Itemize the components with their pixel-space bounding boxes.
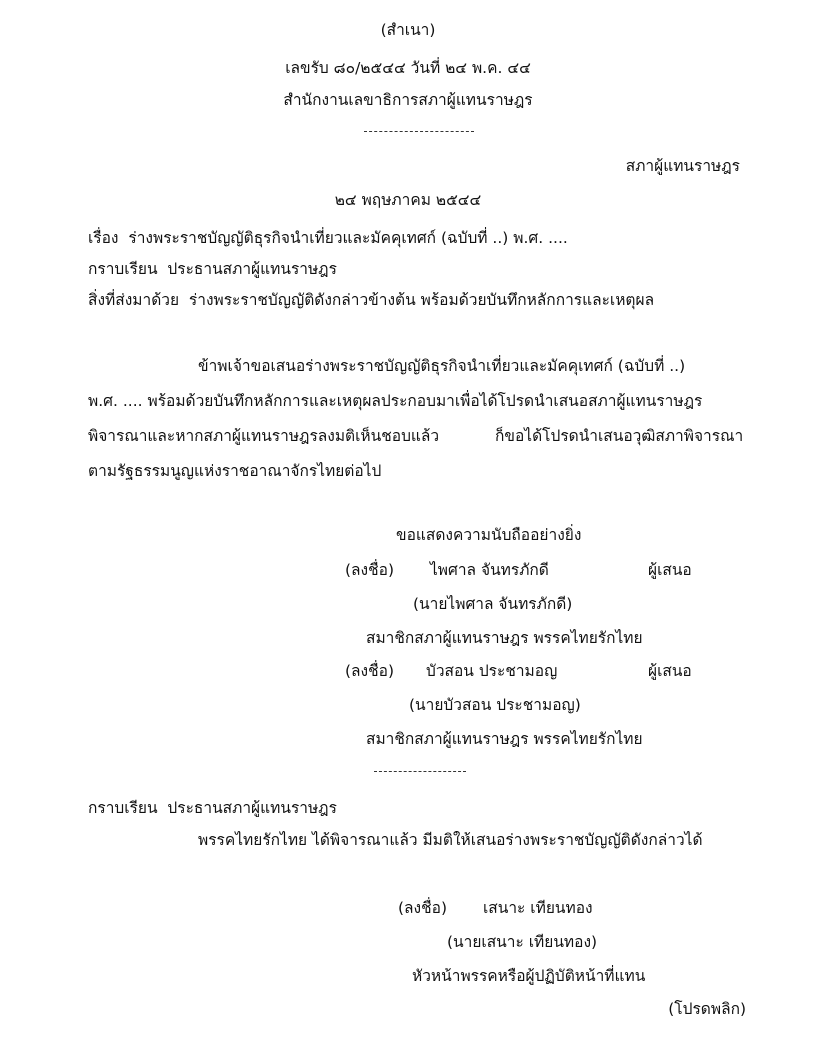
role-2: ผู้เสนอ: [648, 662, 692, 680]
turn-over-note: (โปรดพลิก): [668, 1000, 746, 1018]
copy-mark: (สำเนา): [380, 21, 436, 39]
body-line-3a: พิจารณาและหากสภาผู้แทนราษฎรลงมติเห็นชอบแล้ว: [88, 427, 440, 445]
sign-label-1: (ลงชื่อ): [345, 561, 394, 579]
salutation-label: กราบเรียน: [88, 260, 158, 278]
body-line-3b: ก็ขอได้โปรดนำเสนอวุฒิสภาพิจารณา: [495, 427, 744, 445]
full-name-1: (นายไพศาล จันทรภักดี): [413, 595, 573, 613]
body-line-4: ตามรัฐธรรมนูญแห่งราชอาณาจักรไทยต่อไป: [88, 462, 382, 480]
endorsement-signature: เสนาะ เทียนทอง: [483, 899, 593, 917]
role-1: ผู้เสนอ: [648, 561, 692, 579]
signature-1: ไพศาล จันทรภักดี: [430, 561, 549, 579]
position-2: สมาชิกสภาผู้แทนราษฎร พรรคไทยรักไทย: [366, 730, 643, 748]
sender-name: สภาผู้แทนราษฎร: [625, 157, 740, 175]
endorsement-salutation-label: กราบเรียน: [88, 799, 158, 817]
full-name-2: (นายบัวสอน ประชามอญ): [409, 696, 581, 714]
subject-text: ร่างพระราชบัญญัติธุรกิจนำเที่ยวและมัคคุเทศก์ (ฉบับที่ ..) พ.ศ. ....: [128, 229, 568, 247]
body-line-2: พ.ศ. .... พร้อมด้วยบันทึกหลักการและเหตุผลประกอบมาเพื่อได้โปรดนำเสนอสภาผู้แทนราษฎร: [88, 392, 703, 410]
endorsement-salutation: [88, 798, 337, 818]
endorsement-position: หัวหน้าพรรคหรือผู้ปฏิบัติหน้าที่แทน: [412, 967, 646, 985]
signature-2: บัวสอน ประชามอญ: [426, 662, 558, 680]
header-divider: [364, 131, 474, 132]
endorsement-sign-label: (ลงชื่อ): [398, 899, 447, 917]
body-line-1: ข้าพเจ้าขอเสนอร่างพระราชบัญญัติธุรกิจนำเที่ยวและมัคคุเทศก์ (ฉบับที่ ..): [198, 357, 686, 375]
endorsement-full-name: (นายเสนาะ เทียนทอง): [447, 933, 598, 951]
subject-label: เรื่อง: [88, 229, 119, 247]
position-1: สมาชิกสภาผู้แทนราษฎร พรรคไทยรักไทย: [366, 629, 643, 647]
closing: ขอแสดงความนับถืออย่างยิ่ง: [396, 526, 582, 544]
subject-line: [88, 228, 568, 248]
salutation-text: ประธานสภาผู้แทนราษฎร: [167, 260, 337, 278]
salutation-line: [88, 259, 337, 279]
enclosure-line: [88, 290, 654, 310]
sign-label-2: (ลงชื่อ): [345, 662, 394, 680]
letter-date: ๒๔ พฤษภาคม ๒๕๔๔: [334, 191, 482, 209]
enclosure-text: ร่างพระราชบัญญัติดังกล่าวข้างต้น พร้อมด้วยบันทึกหลักการและเหตุผล: [188, 291, 655, 309]
endorsement-salutation-text: ประธานสภาผู้แทนราษฎร: [167, 799, 337, 817]
enclosure-label: สิ่งที่ส่งมาด้วย: [88, 291, 180, 309]
endorsement-text: พรรคไทยรักไทย ได้พิจารณาแล้ว มีมติให้เสนอร่างพระราชบัญญัติดังกล่าวได้: [198, 831, 703, 849]
receipt-number: เลขรับ ๘๐/๒๕๔๔ วันที่ ๒๔ พ.ค. ๔๔: [285, 59, 531, 77]
office-name: สำนักงานเลขาธิการสภาผู้แทนราษฎร: [283, 91, 533, 109]
section-divider: [374, 771, 466, 772]
